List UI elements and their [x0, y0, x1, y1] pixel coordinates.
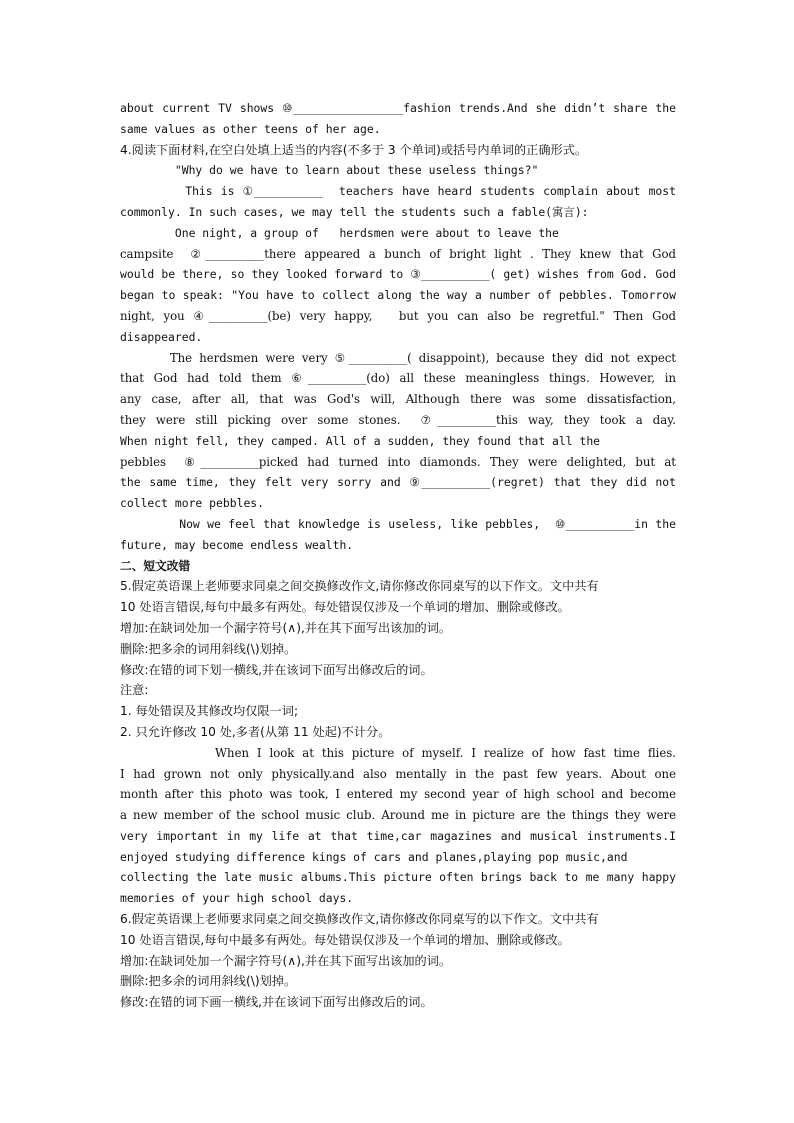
text-line: The herdsmen were very ⑤__________( disappoint), because they did not expect [120, 350, 676, 365]
text-line: about current TV shows ⑩________________fashion trends.And she didn’t share the [120, 101, 676, 115]
text-line: 10 处语言错误,每句中最多有两处。每处错误仅涉及一个单词的增加、删除或修改。 [120, 600, 570, 615]
document-page [120, 98, 676, 1013]
text-line: One night, a group of herdsmen were about to leave the [120, 225, 559, 240]
text-line: future, may become endless wealth. [120, 537, 354, 552]
text-line: collect more pebbles. [120, 496, 265, 511]
text-line: the same time, they felt very sorry and ⑨__________(regret) that they did not [120, 475, 676, 490]
text-line: a new member of the school music club. Around me in picture are the things they were [120, 808, 676, 823]
text-line: pebbles ⑧__________picked had turned into diamonds. They were delighted, but at [120, 454, 676, 469]
text-line: night, you ④__________(be) very happy, but you can also be regretful." Then God [120, 308, 676, 323]
text-line: When I look at this picture of myself. I realize of how fast time flies. [120, 745, 676, 760]
text-line: very important in my life at that time,car magazines and musical instruments.I [120, 828, 676, 843]
text-line: 修改:在错的词下划一横线,并在该词下面写出修改后的词。 [120, 662, 433, 677]
text-line: campsite ②__________there appeared a bunch of bright light . They knew that God [120, 246, 676, 261]
text-line: 4.阅读下面材料,在空白处填上适当的内容(不多于 3 个单词)或括号内单词的正确形式。 [120, 142, 588, 157]
section-heading: 二、短文改错 [120, 558, 191, 573]
text-line: they were still picking over some stones. ⑦__________this way, they took a day. [120, 412, 676, 427]
text-line: 6.假定英语课上老师要求同桌之间交换修改作文,请你修改你同桌写的以下作文。文中共有 [120, 912, 599, 927]
text-line: 删除:把多余的词用斜线(\)划掉。 [120, 641, 297, 656]
text-line: same values as other teens of her age. [120, 121, 381, 136]
text-line: I had grown not only physically.and also mentally in the past few years. About one [120, 766, 676, 781]
text-line: 删除:把多余的词用斜线(\)划掉。 [120, 974, 297, 989]
text-line: disappeared. [120, 329, 203, 344]
text-line: 注意: [120, 683, 149, 698]
text-line: collecting the late music albums.This picture often brings back to me many happy [120, 870, 676, 885]
text-line: would be there, so they looked forward to ③__________( get) wishes from God. God [120, 267, 676, 282]
text-line: any case, after all, that was God's will, Although there was some dissatisfaction, [120, 392, 676, 407]
text-line: 增加:在缺词处加一个漏字符号(∧),并在其下面写出该加的词。 [120, 953, 452, 968]
text-line: This is ①__________ teachers have heard students complain about most [120, 184, 676, 199]
text-line: commonly. In such cases, we may tell the students such a fable(寓言): [120, 204, 589, 219]
text-line: 修改:在错的词下画一横线,并在该词下面写出修改后的词。 [120, 995, 433, 1010]
text-line: 增加:在缺词处加一个漏字符号(∧),并在其下面写出该加的词。 [120, 620, 452, 635]
text-line: enjoyed studying difference kings of cars and planes,playing pop music,and [120, 849, 628, 864]
text-line: 1. 每处错误及其修改均仅限一词; [120, 704, 299, 719]
text-line: Now we feel that knowledge is useless, like pebbles, ⑩__________in the [120, 516, 676, 531]
text-line: month after this photo was took, I entered my second year of high school and become [120, 787, 676, 802]
text-line: began to speak: "You have to collect along the way a number of pebbles. Tomorrow [120, 288, 676, 303]
text-line: memories of your high school days. [120, 891, 354, 906]
text-line: "Why do we have to learn about these useless things?" [120, 163, 539, 178]
text-line: 10 处语言错误,每句中最多有两处。每处错误仅涉及一个单词的增加、删除或修改。 [120, 932, 570, 947]
text-line: When night fell, they camped. All of a sudden, they found that all the [120, 433, 601, 448]
text-line: that God had told them ⑥__________(do) all these meaningless things. However, in [120, 371, 676, 386]
text-line: 2. 只允许修改 10 处,多者(从第 11 处起)不计分。 [120, 724, 391, 739]
text-line: 5.假定英语课上老师要求同桌之间交换修改作文,请你修改你同桌写的以下作文。文中共有 [120, 579, 599, 594]
